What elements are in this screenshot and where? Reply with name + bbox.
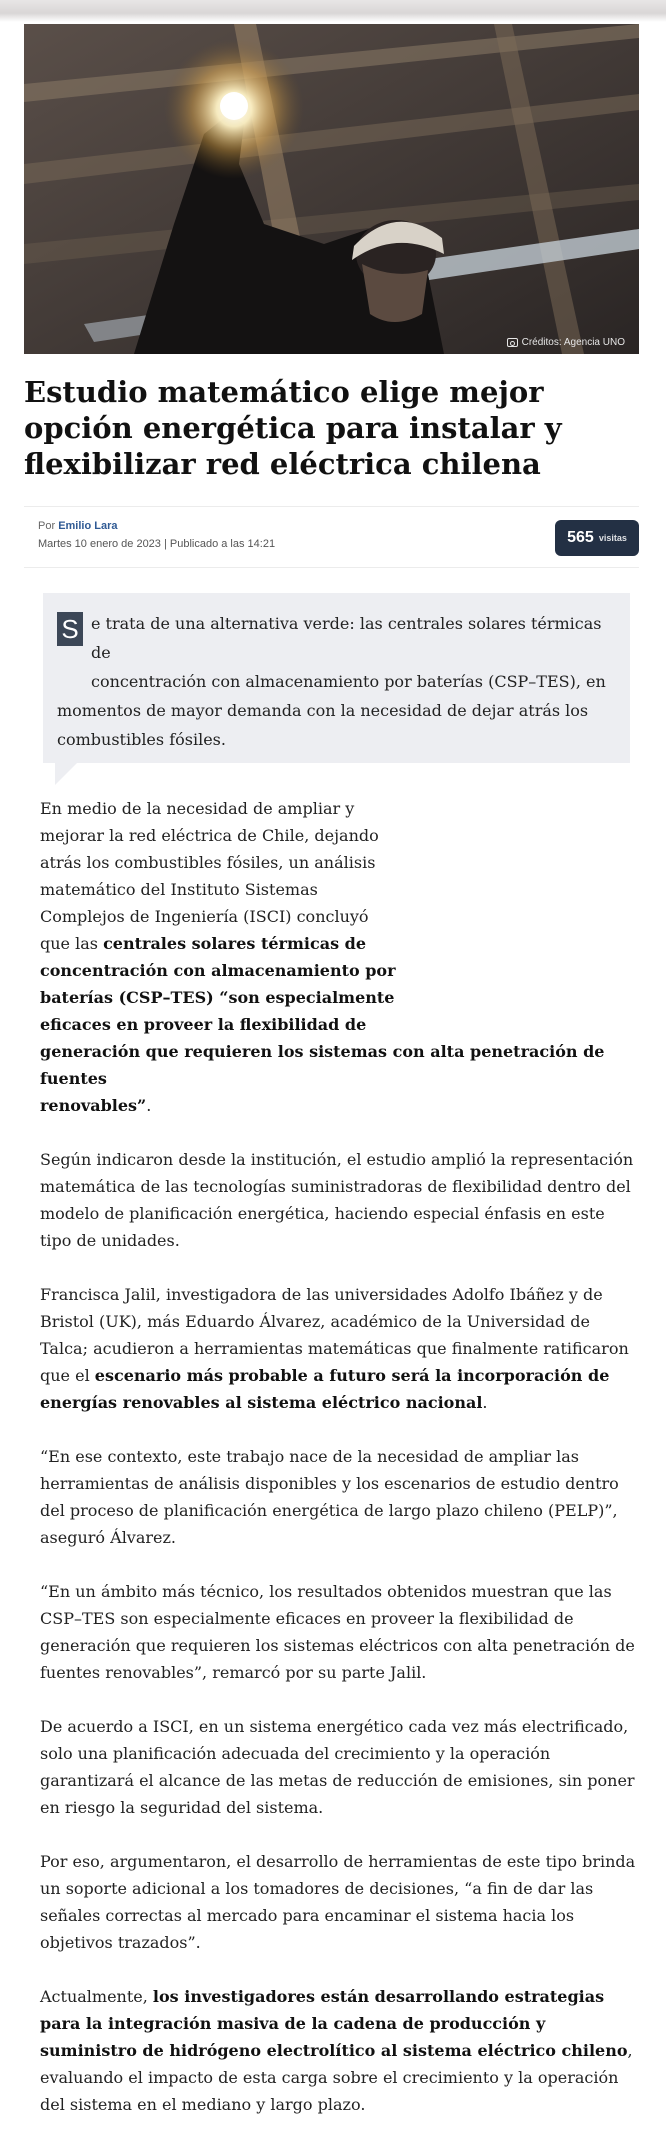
camera-icon xyxy=(507,338,518,347)
publish-date: Martes 10 enero de 2023 | Publicado a las 14:21 xyxy=(38,538,276,550)
byline xyxy=(38,520,117,532)
lead-quote-box xyxy=(43,593,630,763)
p1-bold-line: generación que requieren los sistemas con alta penetración de fuentes xyxy=(40,1042,605,1088)
lead-line-1: e trata de una alternativa verde: las centrales solares térmicas de xyxy=(91,614,602,662)
article-body xyxy=(40,795,640,2145)
article-meta xyxy=(24,506,639,568)
p1-line: Complejos de Ingeniería (ISCI) concluyó xyxy=(40,907,369,926)
p1-line: atrás los combustibles fósiles, un análisis xyxy=(40,853,376,872)
p1-bold-line: baterías (CSP–TES) “son especialmente xyxy=(40,988,395,1007)
p1-end: . xyxy=(146,1096,152,1115)
p8-pre: Actualmente, xyxy=(40,1987,153,2006)
dropcap: S xyxy=(57,612,83,646)
paragraph-1 xyxy=(40,795,640,1119)
visits-count: 565 xyxy=(567,529,594,546)
paragraph-6: De acuerdo a ISCI, en un sistema energético cada vez más electrificado, solo una planificación adecuada del crecimiento y la operación garantizará el alcance de las metas de reducción de emisiones, sin poner en riesgo la seguridad del sistema. xyxy=(40,1717,635,1817)
lead-text xyxy=(57,609,612,754)
paragraph-8 xyxy=(40,1983,640,2118)
author-link[interactable]: Emilio Lara xyxy=(58,520,118,532)
hero-illustration xyxy=(24,24,639,354)
p1-bold-line: eficaces en proveer la flexibilidad de xyxy=(40,1015,367,1034)
p3-bold: escenario más probable a futuro será la incorporación de energías renovables al sistema eléctrico nacional xyxy=(40,1366,610,1412)
p8-bold: los investigadores están desarrollando estrategias para la integración masiva de la cadena de producción y suministro de hidrógeno electrolítico al sistema eléctrico chileno xyxy=(40,1987,628,2060)
p1-line: En medio de la necesidad de ampliar y xyxy=(40,799,355,818)
lead-line-2: concentración con almacenamiento por baterías (CSP–TES), en xyxy=(91,672,606,691)
lead-rest: momentos de mayor demanda con la necesidad de dejar atrás los combustibles fósiles. xyxy=(57,701,589,749)
p1-bold-line: concentración con almacenamiento por xyxy=(40,961,396,980)
p1-line-mixed xyxy=(40,930,640,957)
p1-line: mejorar la red eléctrica de Chile, dejando xyxy=(40,826,379,845)
p1-bold-line: renovables” xyxy=(40,1096,147,1115)
p3-end: . xyxy=(482,1393,488,1412)
p3-text: Francisca Jalil, investigadora de las universidades Adolfo Ibáñez y de Bristol (UK), más Eduardo Álvarez, académico de la Universidad de Talca; acudieron a herramientas matemáticas que finalmente ratificaron que el xyxy=(40,1285,629,1385)
visits-badge xyxy=(555,520,639,556)
photo-credit-text: Créditos: Agencia UNO xyxy=(521,337,625,348)
visits-label: visitas xyxy=(598,533,627,543)
paragraph-2: Según indicaron desde la institución, el estudio amplió la representación matemática de las tecnologías suministradoras de flexibilidad dentro del modelo de planificación energética, haciendo especial énfasis en este tipo de unidades. xyxy=(40,1150,634,1250)
p1-pre-bold: que las xyxy=(40,934,104,953)
photo-credit xyxy=(507,337,625,348)
p1-last-line xyxy=(40,1092,640,1119)
hero-image xyxy=(24,24,639,354)
p1-bold: centrales solares térmicas de xyxy=(103,934,367,953)
paragraph-7: Por eso, argumentaron, el desarrollo de herramientas de este tipo brinda un soporte adicional a los tomadores de decisiones, “a fin de dar las señales correctas al mercado para encaminar el sistema hacia los objetivos trazados”. xyxy=(40,1852,636,1952)
top-banner-strip xyxy=(0,0,666,22)
byline-prefix: Por xyxy=(38,520,56,532)
paragraph-3 xyxy=(40,1281,640,1416)
paragraph-5: “En un ámbito más técnico, los resultados obtenidos muestran que las CSP–TES son especialmente eficaces en proveer la flexibilidad de generación que requieren los sistemas eléctricos con alta penetración de fuentes renovables”, remarcó por su parte Jalil. xyxy=(40,1582,635,1682)
article-title: Estudio matemático elige mejor opción energética para instalar y flexibilizar red eléctrica chilena xyxy=(24,375,562,481)
paragraph-4: “En ese contexto, este trabajo nace de la necesidad de ampliar las herramientas de análisis disponibles y los escenarios de estudio dentro del proceso de planificación energética de largo plazo chileno (PELP)”, aseguró Álvarez. xyxy=(40,1447,619,1547)
p1-line: matemático del Instituto Sistemas xyxy=(40,880,318,899)
p8-rest: , evaluando el impacto de esta carga sobre el crecimiento y la operación del sistema en el mediano y largo plazo. xyxy=(40,2041,633,2114)
